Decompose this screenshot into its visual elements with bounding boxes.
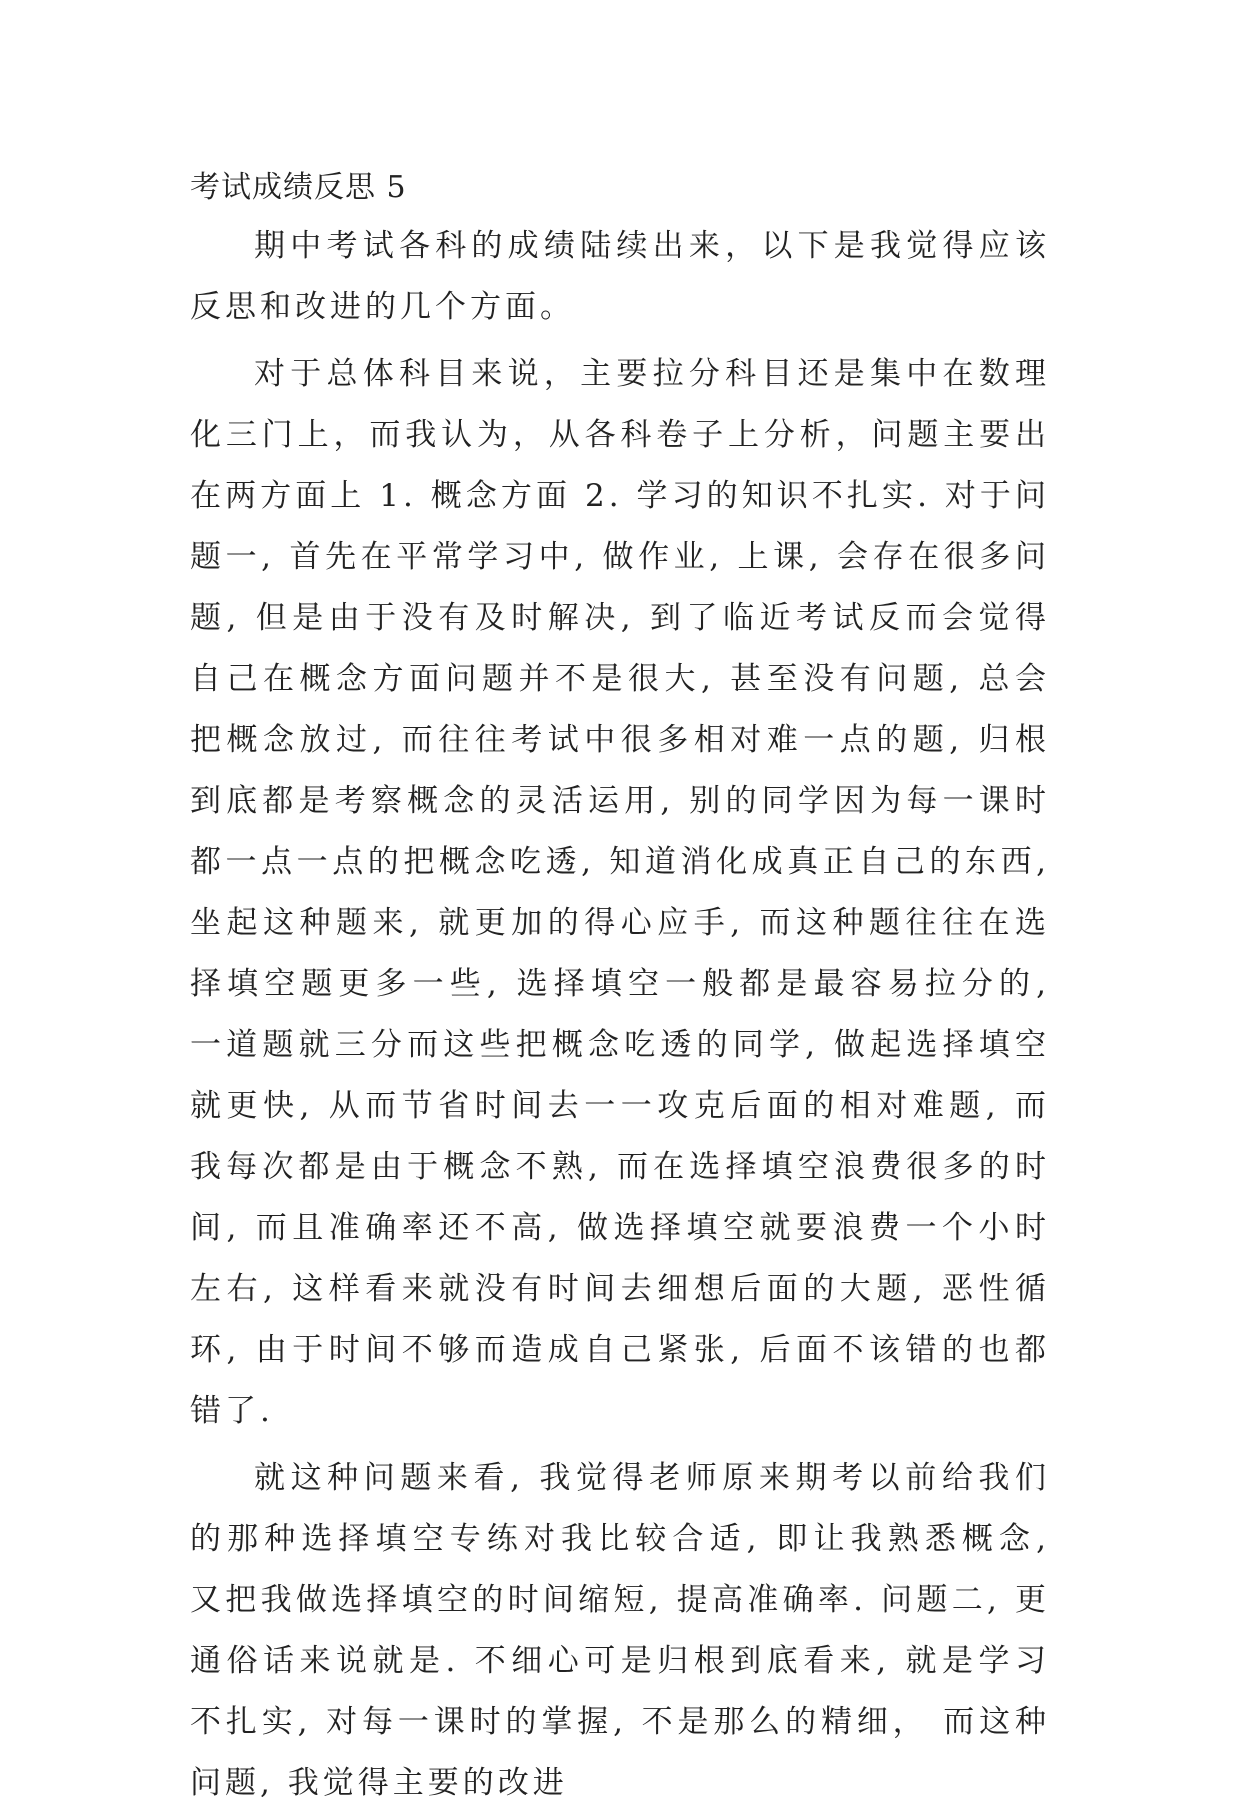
- document-body: [190, 160, 1050, 1814]
- paragraph-intro: 期中考试各科的成绩陆续出来，以下是我觉得应该反思和改进的几个方面。: [190, 228, 1050, 325]
- paragraph-analysis: 对于总体科目来说，主要拉分科目还是集中在数理化三门上，而我认为，从各科卷子上分析，问题主要出在两方面上 1. 概念方面 2. 学习的知识不扎实. 对于问题一, 首先在平常学习中, 做作业, 上课, 会存在很多问题, 但是由于没有及时解决, 到了临近考试反而会觉得自己在概念方面问题并不是很大, 甚至没有问题, 总会把概念放过, 而往往考试中很多相对难一点的题, 归根到底都是考察概念的灵活运用, 别的同学因为每一课时都一点一点的把概念吃透, 知道消化成真正自己的东西, 坐起这种题来, 就更加的得心应手, 而这种题往往在选择填空题更多一些, 选择填空一般都是最容易拉分的, 一道题就三分而这些把概念吃透的同学, 做起选择填空就更快, 从而节省时间去一一攻克后面的相对难题, 而我每次都是由于概念不熟, 而在选择填空浪费很多的时间, 而且准确率还不高, 做选择填空就要浪费一个小时左右, 这样看来就没有时间去细想后面的大题, 恶性循环, 由于时间不够而造成自己紧张, 后面不该错的也都错了.: [190, 356, 1050, 1429]
- paragraph-improvement: 就这种问题来看, 我觉得老师原来期考以前给我们的那种选择填空专练对我比较合适, 即让我熟悉概念, 又把我做选择填空的时间缩短, 提高准确率. 问题二, 更通俗话来说就是. 不细心可是归根到底看来, 就是学习不扎实, 对每一课时的掌握, 不是那么的精细， 而这种问题, 我觉得主要的改进: [190, 1460, 1050, 1801]
- document-title: 考试成绩反思 5: [190, 170, 407, 205]
